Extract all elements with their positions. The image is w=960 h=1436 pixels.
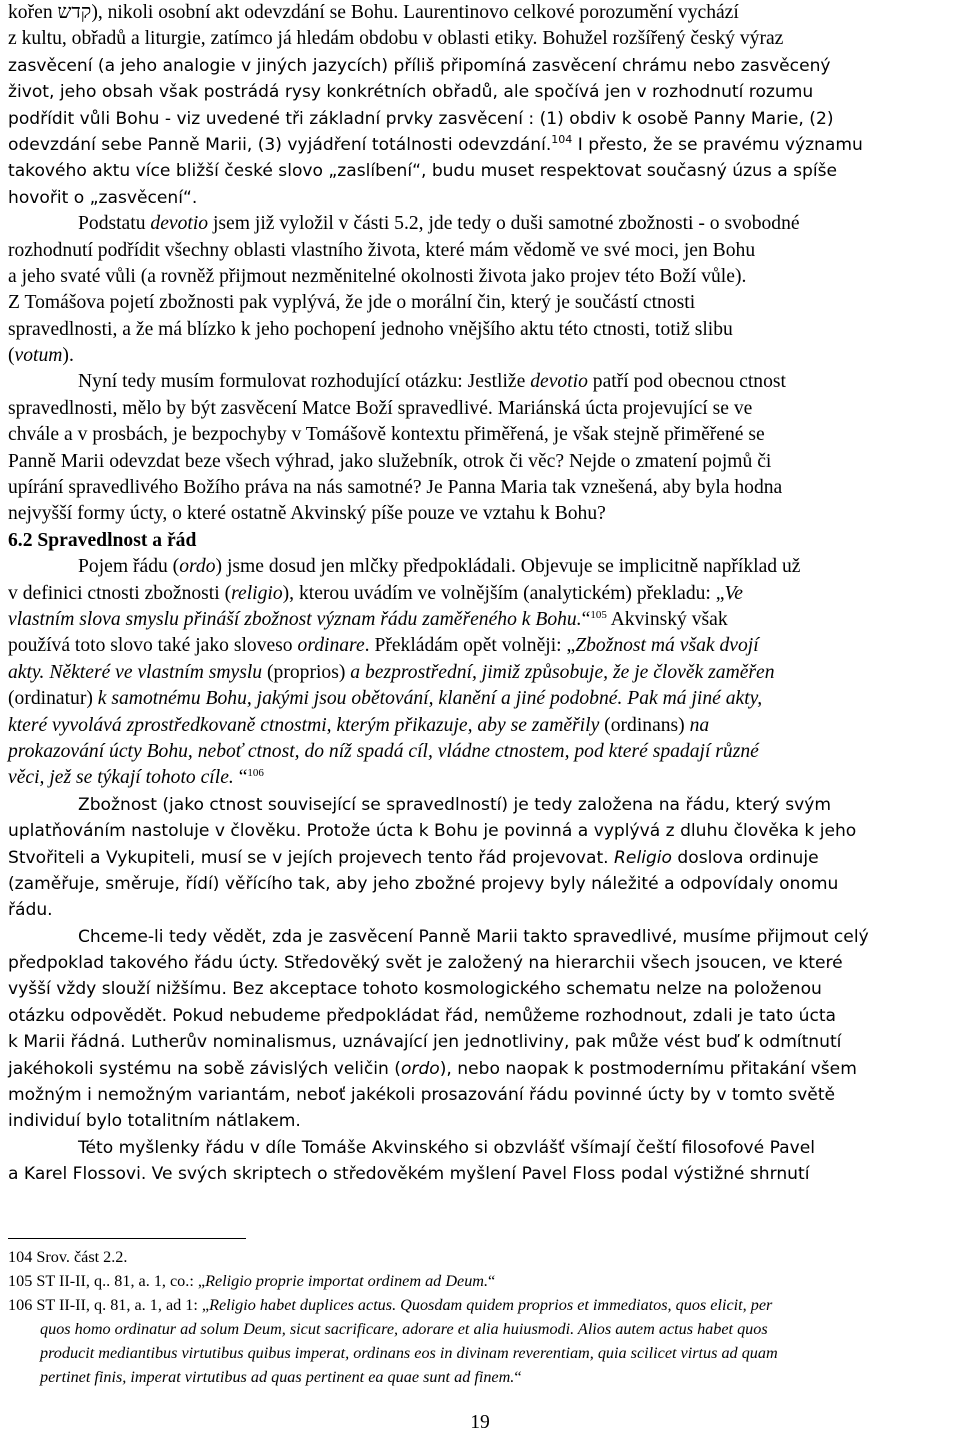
text-line: akty. Některé ve vlastním smyslu (proprios) a bezprostřední, jimiž způsobuje, že je člověk zaměřen <box>8 661 775 683</box>
text-line: které vyvolává zprostředkovaně ctnostmi, kterým přikazuje, aby se zaměřily (ordinans) na <box>8 714 710 736</box>
text-line: (ordinatur) k samotnému Bohu, jakými jsou obětování, klanění a jiné podobné. Pak má jiné akty, <box>8 688 763 710</box>
footnote-ref: 105 <box>590 608 607 621</box>
text-line: Stvořiteli a Vykupiteli, musí se v jejích projevech tento řád projevovat. Religio doslova ordinuje <box>8 847 819 868</box>
text-line: (zaměřuje, směruje, řídí) věřícího tak, aby jeho zbožné projevy byly náležité a odpovídaly onomu <box>8 873 839 894</box>
text-line: spravedlnosti, a že má blízko k jeho pochopení jednoho vnějšího aktu této ctnosti, totiž slibu <box>8 318 733 340</box>
paragraph-start: Pojem řádu (ordo) jsme dosud jen mlčky předpokládali. Objevuje se implicitně například už <box>78 556 801 578</box>
footnote-divider <box>8 1238 246 1239</box>
text-line: věci, jež se týkají tohoto cíle. “$^{106}$ <box>8 767 264 789</box>
text-line: upírání spravedlivého Božího práva na nás samotné? Je Panna Maria tak vznešená, aby byla hodna <box>8 477 783 499</box>
text-line: používá toto slovo také jako sloveso ordinare. Překládám opět volněji: „Zbožnost má však dvojí <box>8 635 759 657</box>
text-line: život, jeho obsah však postrádá rysy konkrétních obřadů, ale spočívá jen v rozhodnutí rozumu <box>8 82 814 103</box>
text-line: otázku odpovědět. Pokud nebudeme předpokládat řád, nemůžeme rozhodnout, zdali je tato úcta <box>8 1005 837 1026</box>
text-line: k Marii řádná. Lutherův nominalismus, uznávající jen jednotliviny, pak může vést buď k odmítnutí <box>8 1032 842 1053</box>
text-line: v definici ctnosti zbožnosti (religio), kterou uvádím ve volnějším (analytickém) překladu: „Ve <box>8 582 743 604</box>
text-line: (votum). <box>8 345 74 367</box>
text-line: a jeho svaté vůli (a rovněž přijmout nezměnitelné okolnosti života jako projev této Boží vůle). <box>8 265 747 287</box>
footnote-106-cont: producit mediantibus virtutibus quibus imperat, ordinans eos in divinam reverentiam, quia scilicet virtus ad quam <box>40 1344 778 1362</box>
text-line: odevzdání sebe Panně Marii, (3) vyjádření totálnosti odevzdání.$^{104}$ I přesto, že se pravému významu <box>8 132 863 155</box>
text-line: zasvěcení (a jeho analogie v jiných jazycích) příliš připomíná zasvěcení chrámu nebo zasvěcený <box>8 55 831 76</box>
text-line: hovořit o „zasvěcení“. <box>8 187 198 208</box>
text-line: řádu. <box>8 900 53 921</box>
paragraph-start: Zbožnost (jako ctnost související se spravedlností) je tedy založena na řádu, který svým <box>78 794 831 815</box>
footnote-106: 106 ST II-II, q. 81, a. 1, ad 1: „Religio habet duplices actus. Quosdam quidem proprios et immediatos, quos elicit, per <box>8 1296 773 1314</box>
text-line: z kultu, obřadů a liturgie, zatímco já hledám obdobu v oblasti etiky. Bohužel rozšířený český výraz <box>8 28 784 50</box>
text-line: individuí bylo totalitním nátlakem. <box>8 1111 301 1132</box>
text-line: kořen קדש), nikoli osobní akt odevzdání se Bohu. Laurentinovo celkové porozumění vychází <box>8 2 739 23</box>
text-line: prokazování úcty Bohu, neboť ctnost, do níž spadá cíl, vládne ctnostem, pod které spadají různé <box>8 740 759 762</box>
text-line: rozhodnutí podřídit všechny oblasti vlastního života, které mám vědomě ve své moci, jen Bohu <box>8 239 756 261</box>
text-line: možným i nemožným variantám, neboť jakékoli prosazování řádu povinné úcty by v tomto světě <box>8 1085 836 1106</box>
text-line: vlastním slova smyslu přináší zbožnost význam řádu zaměřeného k Bohu.“$^{105}$ Akvinský však <box>8 608 728 630</box>
text-line: spravedlnosti, mělo by být zasvěcení Matce Boží spravedlivé. Mariánská úcta projevující se ve <box>8 397 753 419</box>
footnote-ref: 106 <box>247 767 264 780</box>
text-line: a Karel Flossovi. Ve svých skriptech o středověkém myšlení Pavel Floss podal výstižné shrnutí <box>8 1164 810 1185</box>
text-line: takového aktu více bližší české slovo „zaslíbení“, budu muset respektovat současný úzus a spíše <box>8 161 838 182</box>
text-line: chvále a v prosbách, je bezpochyby v Tomášově kontextu přiměřená, je však stejně přiměřené se <box>8 424 765 446</box>
text-line: uplatňováním nastoluje v člověku. Protože úcta k Bohu je povinná a vyplývá z dluhu člověka k jeho <box>8 821 857 842</box>
paragraph-start: Nyní tedy musím formulovat rozhodující otázku: Jestliže devotio patří pod obecnou ctnost <box>78 371 786 393</box>
text-line: jakéhokoli systému na sobě závislých veličin (ordo), nebo naopak k postmodernímu přitakání všem <box>8 1058 857 1079</box>
paragraph-start: Chceme-li tedy vědět, zda je zasvěcení Panně Marii takto spravedlivé, musíme přijmout celý <box>78 926 869 947</box>
footnote-ref: 104 <box>551 132 573 146</box>
text-line: předpoklad takového řádu úcty. Středověký svět je založený na hierarchii všech jsoucen, ve které <box>8 953 843 974</box>
text-line: nejvyšší formy úcty, o které ostatně Akvinský píše pouze ve vztahu k Bohu? <box>8 503 606 525</box>
text-line: Panně Marii odevzdat beze všech výhrad, jako služebník, otrok či věc? Nejde o zmatení pojmů či <box>8 450 772 472</box>
footnotes <box>8 1245 958 1389</box>
text-line: podřídit vůli Bohu - viz uvedené tři základní prvky zasvěcení : (1) obdiv k osobě Panny Marie, (2) <box>8 108 834 129</box>
footnote-106-cont: quos homo ordinatur ad solum Deum, sicut sacrificare, adorare et alia huiusmodi. Alios autem actus habet quos <box>40 1320 768 1338</box>
paragraph-start: Podstatu devotio jsem již vyložil v části 5.2, jde tedy o duši samotné zbožnosti - o svobodné <box>78 213 800 235</box>
footnote-106-cont: pertinet finis, imperat virtutibus ad quas pertinent ea quae sunt ad finem.“ <box>40 1368 522 1386</box>
text-line: Z Tomášova pojetí zbožnosti pak vyplývá, že jde o morální čin, který je součástí ctnosti <box>8 292 696 314</box>
footnote-104: 104 Srov. část 2.2. <box>8 1248 128 1266</box>
section-heading: 6.2 Spravedlnost a řád <box>8 529 197 551</box>
paragraph-start: Této myšlenky řádu v díle Tomáše Akvinského si obzvlášť všímají čeští filosofové Pavel <box>78 1137 815 1158</box>
document-body <box>8 0 958 1188</box>
page-number: 19 <box>470 1412 490 1433</box>
footnote-105: 105 ST II-II, q.. 81, a. 1, co.: „Religio proprie importat ordinem ad Deum.“ <box>8 1272 496 1290</box>
text-line: vyšší vždy slouží nižšímu. Bez akceptace tohoto kosmologického schematu nelze na položenou <box>8 979 822 1000</box>
